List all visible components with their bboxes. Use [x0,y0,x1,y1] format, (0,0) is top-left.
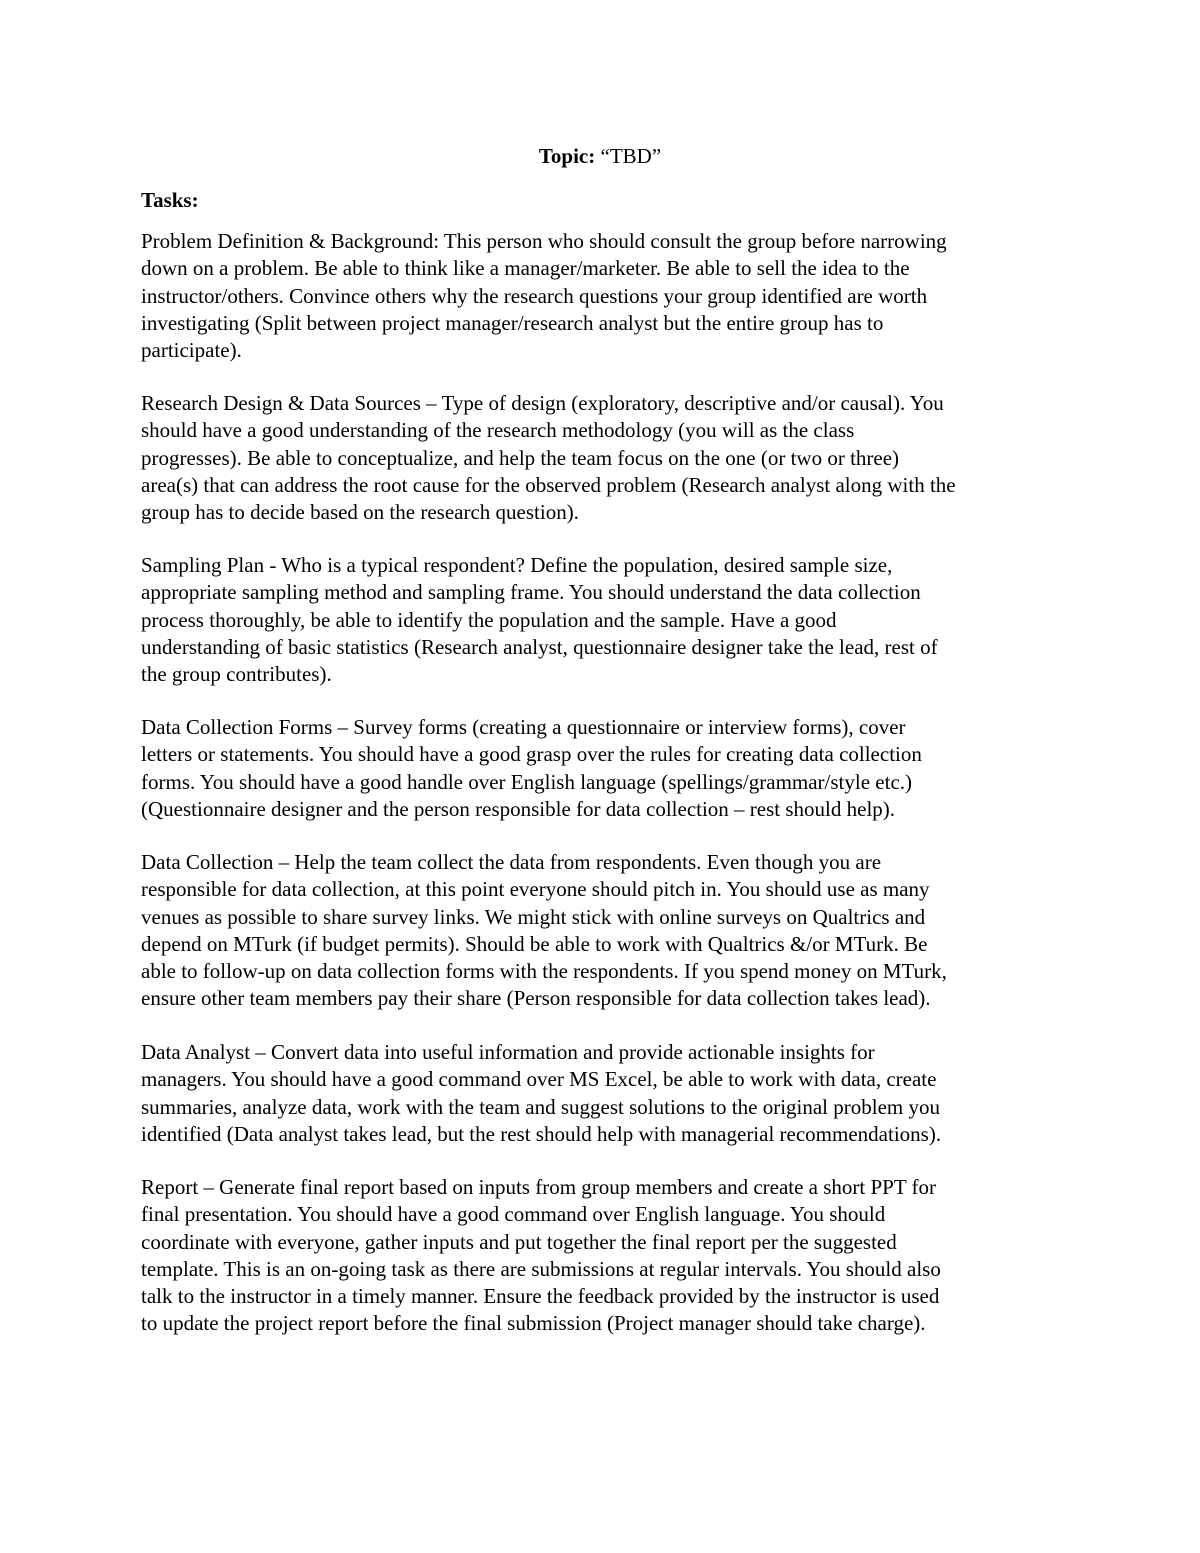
text-line: Data Analyst – Convert data into useful information and provide actionable insights for [141,1040,875,1064]
text-line: ensure other team members pay their share (Person responsible for data collection takes lead). [141,986,931,1011]
text-line: group has to decide based on the research question). [141,500,579,525]
paragraph-problem-definition [141,228,1071,364]
text-line: Data Collection – Help the team collect the data from respondents. Even though you are [141,850,882,874]
text-line: able to follow-up on data collection forms with the respondents. If you spend money on MTurk, [141,959,947,984]
page-title [0,143,1200,170]
text-line: down on a problem. Be able to think like a manager/marketer. Be able to sell the idea to the [141,256,910,281]
text-line: the group contributes). [141,662,332,687]
text-line: (Questionnaire designer and the person responsible for data collection – rest should help). [141,796,896,821]
text-line: letters or statements. You should have a good grasp over the rules for creating data collection [141,742,922,767]
text-line: coordinate with everyone, gather inputs and put together the final report per the suggested [141,1229,897,1254]
text-line: instructor/others. Convince others why the research questions your group identified are worth [141,283,928,308]
text-line: area(s) that can address the root cause for the observed problem (Research analyst along with the [141,472,956,497]
text-line: to update the project report before the final submission (Project manager should take charge). [141,1311,926,1336]
text-line: understanding of basic statistics (Research analyst, questionnaire designer take the lead, rest of [141,634,938,659]
text-line: summaries, analyze data, work with the team and suggest solutions to the original problem you [141,1094,940,1119]
text-line: managers. You should have a good command over MS Excel, be able to work with data, create [141,1067,937,1092]
title-label: Topic: [538,144,596,168]
text-line: forms. You should have a good handle over English language (spellings/grammar/style etc.) [141,769,913,794]
text-line: should have a good understanding of the research methodology (you will as the class [141,418,855,443]
text-line: depend on MTurk (if budget permits). Should be able to work with Qualtrics &/or MTurk. Be [141,931,928,956]
text-line: Data Collection Forms – Survey forms (creating a questionnaire or interview forms), cover [141,715,906,739]
text-line: participate). [141,338,242,363]
text-line: talk to the instructor in a timely manner. Ensure the feedback provided by the instructor is used [141,1284,940,1309]
text-line: Problem Definition & Background: This person who should consult the group before narrowing [141,229,947,253]
paragraph-data-collection [141,849,1071,1013]
text-line: progresses). Be able to conceptualize, and help the team focus on the one (or two or three) [141,445,900,470]
paragraph-sampling-plan [141,552,1071,688]
text-line: final presentation. You should have a good command over English language. You should [141,1202,886,1227]
text-line: venues as possible to share survey links. We might stick with online surveys on Qualtrics and [141,904,926,929]
paragraph-report [141,1174,1071,1338]
text-line: Sampling Plan - Who is a typical respondent? Define the population, desired sample size, [141,553,893,577]
title-value: “TBD” [595,144,662,168]
text-line: template. This is an on-going task as there are submissions at regular intervals. You should also [141,1256,941,1281]
text-line: identified (Data analyst takes lead, but the rest should help with managerial recommendations). [141,1121,942,1146]
text-line: responsible for data collection, at this point everyone should pitch in. You should use as many [141,877,930,902]
paragraph-data-analyst [141,1039,1071,1148]
paragraph-research-design [141,390,1071,526]
text-line: investigating (Split between project manager/research analyst but the entire group has to [141,310,884,335]
paragraph-data-collection-forms [141,714,1071,823]
text-line: Report – Generate final report based on inputs from group members and create a short PPT for [141,1175,937,1199]
tasks-heading: Tasks: [141,188,199,212]
text-line: process thoroughly, be able to identify the population and the sample. Have a good [141,607,837,632]
text-line: Research Design & Data Sources – Type of design (exploratory, descriptive and/or causal). You [141,391,944,415]
text-line: appropriate sampling method and sampling frame. You should understand the data collection [141,580,921,605]
